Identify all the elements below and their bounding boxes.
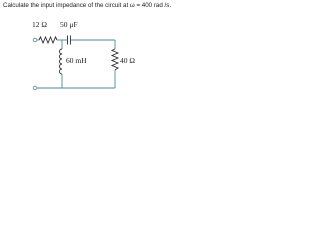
capacitor-label: 50 μF	[60, 20, 78, 29]
input-terminal-top	[33, 38, 37, 42]
inductor-symbol	[60, 49, 62, 74]
question-text: Calculate the input impedance of the circuit at ω = 400 rad /s.	[3, 2, 172, 9]
series-resistor-label: 12 Ω	[32, 20, 47, 29]
circuit-diagram	[0, 0, 200, 100]
input-terminal-bottom	[33, 86, 37, 90]
shunt-resistor-label: 40 Ω	[120, 56, 135, 65]
shunt-resistor-symbol	[112, 49, 118, 70]
series-resistor-symbol	[39, 37, 57, 43]
inductor-label: 60 mH	[66, 56, 87, 65]
